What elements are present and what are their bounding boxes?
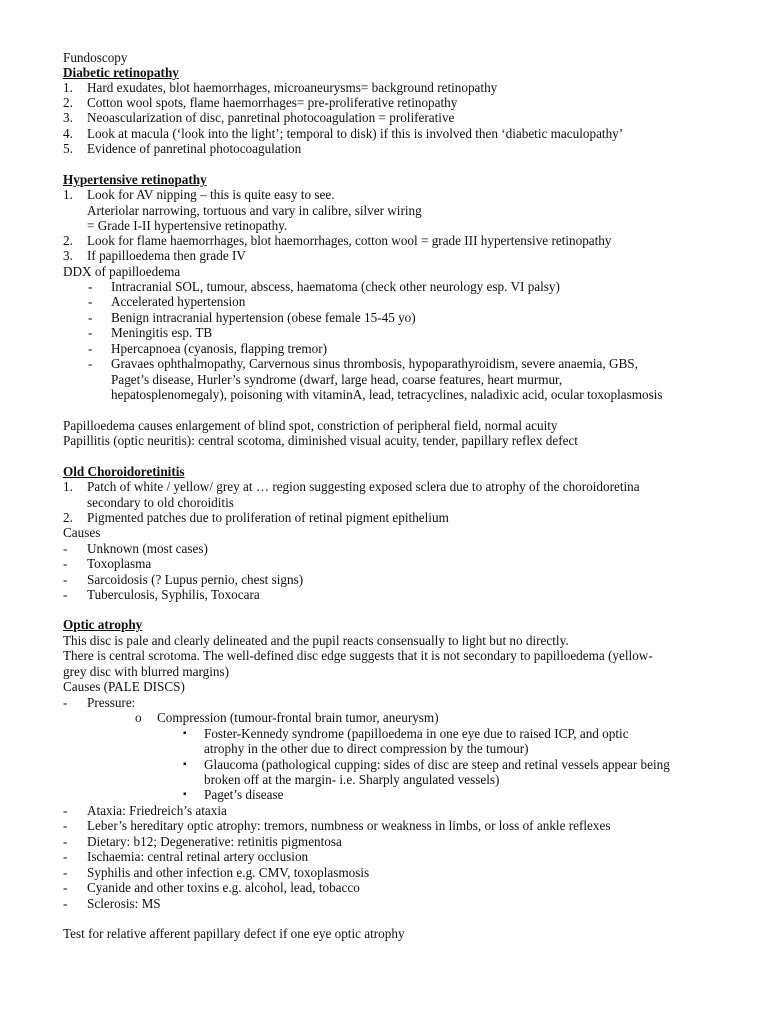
list-number: 2. [63, 233, 73, 248]
list-item-text: Hard exudates, blot haemorrhages, microaneurysms= background retinopathy [87, 80, 498, 95]
list-number: 2. [63, 510, 73, 525]
sub-cause-item: Compression (tumour-frontal brain tumor, aneurysm) [157, 710, 439, 725]
cause-item: Unknown (most cases) [87, 541, 208, 556]
list-item-text: Pigmented patches due to proliferation of retinal pigment epithelium [87, 510, 449, 525]
cause-item: Sarcoidosis (? Lupus pernio, chest signs) [87, 572, 304, 587]
circle-bullet: o [135, 710, 142, 725]
cause-item: Syphilis and other infection e.g. CMV, toxoplasmosis [87, 865, 370, 880]
dash-bullet: - [88, 341, 93, 356]
ddx-item: Accelerated hypertension [111, 294, 246, 309]
list-item-text: Evidence of panretinal photocoagulation [87, 141, 302, 156]
section-heading-optic-atrophy: Optic atrophy [63, 617, 143, 632]
dash-bullet: - [88, 279, 93, 294]
list-item-text: Patch of white / yellow/ grey at … region suggesting exposed sclera due to atrophy of the choroidoretina [87, 479, 640, 494]
paragraph: This disc is pale and clearly delineated and the pupil reacts consensually to light but no directly. [63, 633, 569, 648]
ddx-item: Hpercapnoea (cyanosis, flapping tremor) [111, 341, 328, 356]
dash-bullet: - [88, 294, 93, 309]
cause-item: Toxoplasma [87, 556, 152, 571]
cause-item: Ataxia: Friedreich’s ataxia [87, 803, 227, 818]
cause-item: Tuberculosis, Syphilis, Toxocara [87, 587, 260, 602]
list-number: 1. [63, 479, 73, 494]
cause-item: Leber’s hereditary optic atrophy: tremors, numbness or weakness in limbs, or loss of ankle reflexes [87, 818, 611, 833]
dash-bullet: - [63, 896, 68, 911]
dash-bullet: - [63, 880, 68, 895]
list-number: 2. [63, 95, 73, 110]
ddx-item: hepatosplenomegaly), poisoning with vitaminA, lead, tetracyclines, naladixic acid, ocular toxoplasmosis [111, 387, 663, 402]
cause-item: Cyanide and other toxins e.g. alcohol, lead, tobacco [87, 880, 360, 895]
dash-bullet: - [88, 325, 93, 340]
ddx-item: Paget’s disease, Hurler’s syndrome (dwarf, large head, coarse features, heart murmur, [111, 372, 563, 387]
list-item-text: secondary to old choroiditis [87, 495, 234, 510]
section-heading-hypertensive: Hypertensive retinopathy [63, 172, 207, 187]
cause-item: Ischaemia: central retinal artery occlusion [87, 849, 309, 864]
dash-bullet: - [63, 695, 68, 710]
dash-bullet: - [63, 865, 68, 880]
list-number: 5. [63, 141, 73, 156]
dash-bullet: - [63, 572, 68, 587]
list-item-text: Arteriolar narrowing, tortuous and vary in calibre, silver wiring [87, 203, 422, 218]
dash-bullet: - [88, 310, 93, 325]
list-number: 3. [63, 110, 73, 125]
ddx-item: Benign intracranial hypertension (obese female 15-45 yo) [111, 310, 416, 325]
dash-bullet: - [63, 818, 68, 833]
section-heading-choroidoretinitis: Old Choroidoretinitis [63, 464, 185, 479]
dash-bullet: - [63, 849, 68, 864]
ddx-item: Gravaes ophthalmopathy, Carvernous sinus thrombosis, hypoparathyroidism, severe anaemia, GBS, [111, 356, 638, 371]
paragraph: There is central scrotoma. The well-defined disc edge suggests that it is not secondary to papilloedema (yellow- [63, 648, 653, 663]
list-item-text: Look for AV nipping – this is quite easy to see. [87, 187, 335, 202]
dash-bullet: - [88, 356, 93, 371]
paragraph: grey disc with blurred margins) [63, 664, 230, 679]
list-item-text: If papilloedema then grade IV [87, 248, 246, 263]
square-bullet: ▪ [183, 759, 187, 770]
paragraph: Papilloedema causes enlargement of blind spot, constriction of peripheral field, normal acuity [63, 418, 558, 433]
sub-sub-cause-item: broken off at the margin- i.e. Sharply angulated vessels) [204, 772, 500, 787]
cause-item: Sclerosis: MS [87, 896, 161, 911]
dash-bullet: - [63, 587, 68, 602]
causes-label: Causes [63, 525, 101, 540]
dash-bullet: - [63, 803, 68, 818]
dash-bullet: - [63, 541, 68, 556]
dash-bullet: - [63, 556, 68, 571]
list-item-text: = Grade I-II hypertensive retinopathy. [87, 218, 288, 233]
square-bullet: ▪ [183, 789, 187, 800]
sub-sub-cause-item: Paget’s disease [204, 787, 284, 802]
ddx-item: Meningitis esp. TB [111, 325, 213, 340]
causes-label: Causes (PALE DISCS) [63, 679, 185, 694]
sub-sub-cause-item: Glaucoma (pathological cupping: sides of disc are steep and retinal vessels appear being [204, 757, 670, 772]
dash-bullet: - [63, 834, 68, 849]
ddx-item: Intracranial SOL, tumour, abscess, haematoma (check other neurology esp. VI palsy) [111, 279, 560, 294]
sub-sub-cause-item: atrophy in the other due to direct compression by the tumour) [204, 741, 529, 756]
section-heading-diabetic: Diabetic retinopathy [63, 65, 179, 80]
list-number: 3. [63, 248, 73, 263]
document-title: Fundoscopy [63, 50, 128, 65]
paragraph: Papillitis (optic neuritis): central scotoma, diminished visual acuity, tender, papillary reflex defect [63, 433, 578, 448]
list-item [63, 80, 73, 95]
list-item-text: Look for flame haemorrhages, blot haemorrhages, cotton wool = grade III hypertensive retinopathy [87, 233, 612, 248]
list-number: 1. [63, 80, 73, 95]
list-item-text: Cotton wool spots, flame haemorrhages= pre-proliferative retinopathy [87, 95, 458, 110]
sub-sub-cause-item: Foster-Kennedy syndrome (papilloedema in one eye due to raised ICP, and optic [204, 726, 629, 741]
list-item-text: Neoascularization of disc, panretinal photocoagulation = proliferative [87, 110, 455, 125]
list-number: 1. [63, 187, 73, 202]
cause-item: Pressure: [87, 695, 136, 710]
cause-item: Dietary: b12; Degenerative: retinitis pigmentosa [87, 834, 342, 849]
list-number: 4. [63, 126, 73, 141]
square-bullet: ▪ [183, 728, 187, 739]
paragraph: Test for relative afferent papillary defect if one eye optic atrophy [63, 926, 405, 941]
ddx-heading: DDX of papilloedema [63, 264, 181, 279]
list-item-text: Look at macula (‘look into the light’; temporal to disk) if this is involved then ‘diabetic maculopathy’ [87, 126, 624, 141]
